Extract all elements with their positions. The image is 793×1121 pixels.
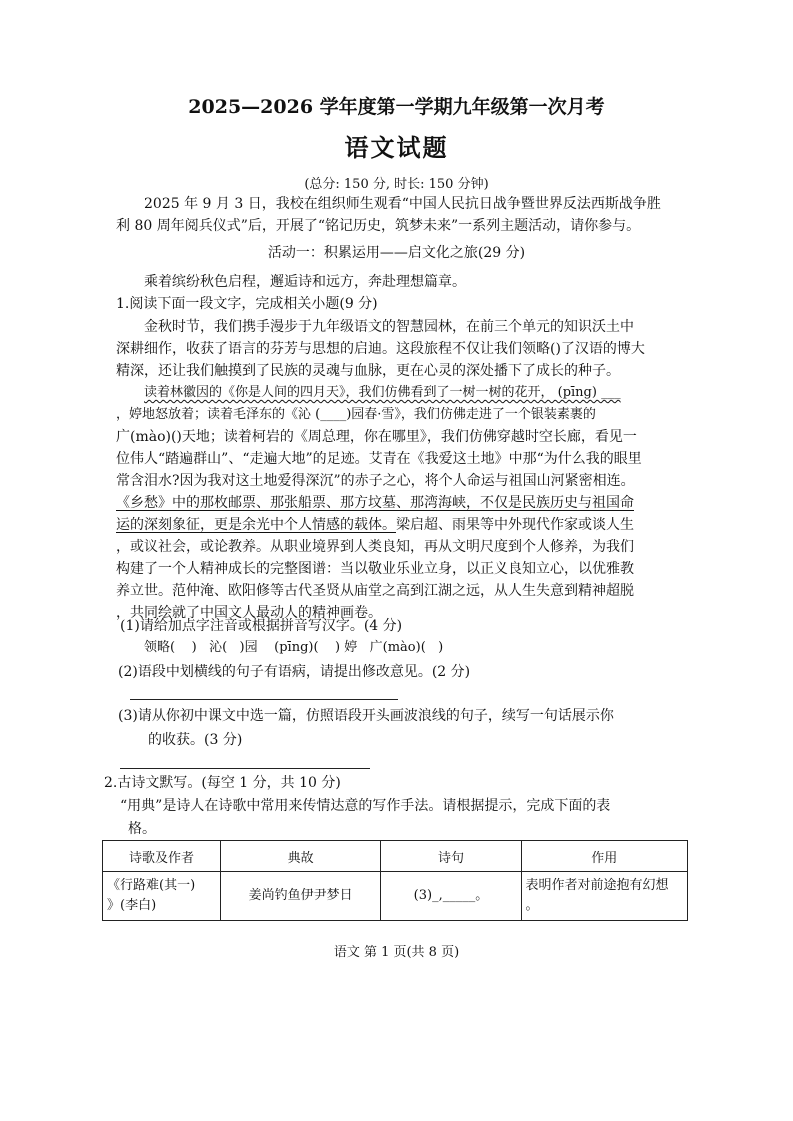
passage-wavy-line: 读着林徽因的《你是人间的四月天》，我们仿佛看到了一树一树的花开， (pīng) ___ bbox=[144, 385, 621, 400]
intro-paragraph bbox=[116, 193, 691, 237]
passage-line: 位伟人“踏遍群山”、“走遍大地”的足迹。艾青在《我爱这土地》中那“为什么我的眼里 bbox=[116, 451, 642, 467]
passage-line: ，婷地怒放着；读着毛泽东的《沁 (____)园春·雪》，我们仿佛走进了一个银装素裹的 bbox=[116, 407, 596, 422]
passage-segment: 梁启超、雨果等中外现代作家或谈人生 bbox=[396, 517, 634, 533]
q1-sub3: (3)请从你初中课文中选一篇，仿照语段开头画波浪线的句子，续写一句话展示你 bbox=[118, 708, 614, 724]
q1-sub2: (2)语段中划横线的句子有语病，请提出修改意见。(2 分) bbox=[118, 664, 471, 680]
allusion-table bbox=[102, 840, 688, 921]
intro-line: 利 80 周年阅兵仪式”后，开展了“铭记历史，筑梦未来”一系列主题活动，请你参与。 bbox=[116, 218, 641, 234]
table-header-cell: 诗句 bbox=[381, 841, 521, 872]
table-header-cell: 诗歌及作者 bbox=[103, 841, 221, 872]
q1-sub1: (1)请给加点字注音或根据拼音写汉字。(4 分) bbox=[120, 618, 403, 634]
passage-line: 精深，还让我们触摸到了民族的灵魂与血脉，更在心灵的深处播下了成长的种子。 bbox=[116, 363, 620, 379]
effect-text-cont: 。 bbox=[525, 898, 539, 913]
q1-sub3-cont: 的收获。(3 分) bbox=[148, 732, 243, 748]
activity1-lead: 乘着缤纷秋色启程，邂逅诗和远方，奔赴理想篇章。 bbox=[144, 274, 466, 290]
q2-desc: “用典”是诗人在诗歌中常用来传情达意的写作手法。请根据提示，完成下面的表 bbox=[120, 798, 611, 814]
activity1-heading: 活动一：积累运用——启文化之旅(29 分) bbox=[267, 245, 526, 261]
q1-heading: 1.阅读下面一段文字，完成相关小题(9 分) bbox=[116, 296, 378, 312]
passage-line: ，或议社会，或论教养。从职业境界到人类良知，再从文明尺度到个人修养，为我们 bbox=[116, 539, 634, 555]
q2-desc-cont: 格。 bbox=[128, 821, 156, 837]
exam-subject-title: 语文试题 bbox=[344, 133, 449, 162]
poem-author: 》(李白) bbox=[107, 898, 157, 913]
score-time-info: (总分: 150 分, 时长: 150 分钟) bbox=[304, 177, 489, 192]
answer-line bbox=[130, 699, 398, 700]
passage-line: 深耕细作，收获了语言的芬芳与思想的启迪。这段旅程不仅让我们领略()了汉语的博大 bbox=[116, 341, 645, 357]
passage-underlined-line: 《乡愁》中的那枚邮票、那张船票、那方坟墓、那湾海峡，不仅是民族历史与祖国命 bbox=[116, 495, 634, 511]
passage-line bbox=[116, 514, 691, 536]
table-header-cell: 作用 bbox=[521, 841, 687, 872]
effect-text: 表明作者对前途抱有幻想 bbox=[525, 878, 669, 893]
exam-title: 2025—2026 学年度第一学期九年级第一次月考 bbox=[188, 96, 605, 118]
table-cell-effect bbox=[521, 872, 687, 921]
answer-line bbox=[120, 768, 370, 769]
passage-line: 常含泪水?因为我对这土地爱得深沉”的赤子之心，将个人命运与祖国山河紧密相连。 bbox=[116, 473, 635, 489]
passage-line: 金秋时节，我们携手漫步于九年级语文的智慧园林，在前三个单元的知识沃土中 bbox=[144, 319, 634, 335]
passage-underlined-segment: 运的深刻象征，更是余光中个人情感的载体。 bbox=[116, 517, 396, 533]
passage-line: 构建了一个人精神成长的完整图谱：当以敬业乐业立身，以正义良知立心，以优雅教 bbox=[116, 561, 634, 577]
table-cell-verse: (3)_,_____。 bbox=[381, 872, 521, 921]
table-cell-allusion: 姜尚钓鱼伊尹梦日 bbox=[221, 872, 381, 921]
table-header-row bbox=[103, 841, 688, 872]
table-cell-poem bbox=[103, 872, 221, 921]
table-header-cell: 典故 bbox=[221, 841, 381, 872]
passage-line: ，共同绘就了中国文人最动人的精神画卷。 bbox=[116, 605, 382, 621]
q1-sub1-items: 领略( ) 沁( )园 (pīng)( ) 婷 广(mào)( ) bbox=[144, 640, 444, 655]
q1-passage bbox=[116, 316, 691, 624]
page-footer: 语文 第 1 页(共 8 页) bbox=[333, 945, 460, 960]
passage-line: 广(mào)()天地；读着柯岩的《周总理，你在哪里》，我们仿佛穿越时空长廊，看见一 bbox=[116, 429, 637, 445]
intro-line: 2025 年 9 月 3 日，我校在组织师生观看“中国人民抗日战争暨世界反法西斯战争胜 bbox=[144, 196, 661, 212]
poem-title: 《行路难(其一) bbox=[107, 878, 196, 893]
table-row bbox=[103, 872, 688, 921]
q2-heading: 2.古诗文默写。(每空 1 分，共 10 分) bbox=[104, 775, 341, 791]
passage-line: 养立世。范仲淹、欧阳修等古代圣贤从庙堂之高到江湖之远，从人生失意到精神超脱 bbox=[116, 583, 634, 599]
